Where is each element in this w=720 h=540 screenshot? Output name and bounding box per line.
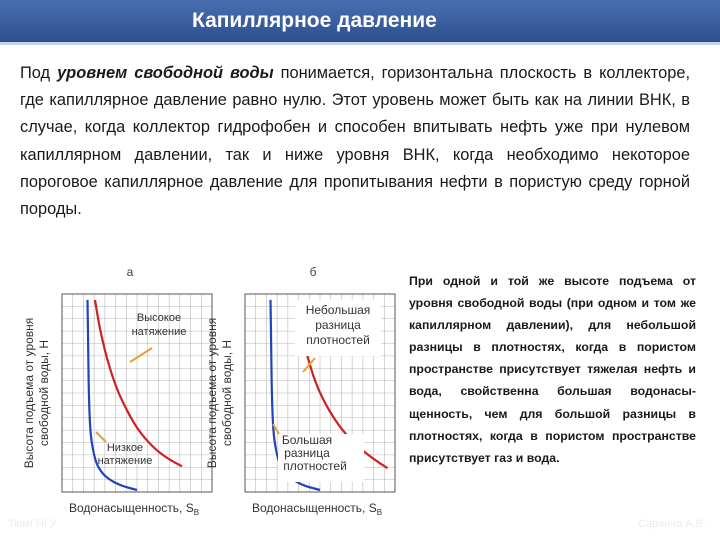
- chart-a-annotation-high-line1: Высокое: [136, 312, 182, 324]
- definition-paragraph: [20, 60, 690, 223]
- chart-b-xlabel: [252, 501, 382, 517]
- chart-a-xlabel-sub: В: [193, 508, 200, 517]
- side-note: При одной и той же высоте подъема от уровня свободной воды (при одном и том же капиллярном давлении), для небольшой разницы в плотностях, когда в пористом пространстве присутствует тяжелая нефть и вода, свойственна большая водонасы-щенность, чем для большой разницы в плотностях, когда в пористом пространстве присутствует газ и вода.: [409, 274, 696, 465]
- chart-b-annotation-small-line1: Небольшая: [305, 303, 371, 317]
- chart-b-ylabel-line1: Высота подъема от уровня: [205, 317, 219, 469]
- chart-a-callout-low: [96, 432, 106, 442]
- chart-a-annotation-low-line2: натяжение: [97, 455, 153, 467]
- chart-b-annotation-small-line2: разница: [315, 318, 361, 332]
- chart-a-ylabel-line2: свободной воды, H: [37, 339, 51, 447]
- chart-b-annotation-large: [273, 424, 364, 482]
- chart-a: [12, 262, 217, 524]
- chart-b-annotation-large-line2: разница: [284, 446, 330, 460]
- chart-a-annotation-high-line2: натяжение: [131, 326, 187, 338]
- paragraph-term: уровнем свободной воды: [57, 64, 274, 82]
- chart-a-panel-label: а: [126, 265, 134, 279]
- footer-right: Саранча А.В.: [637, 518, 706, 530]
- chart-b-annotation-large-line1: Большая: [281, 433, 333, 447]
- paragraph-body: понимается, горизонтальна плоскость в коллекторе, где капиллярное давление равно нулю. Этот уровень может быть как на линии ВНК, в случае, когда коллектор гидрофобен и способен впитывать нефть уже при нулевом капиллярном давлении, так и ниже уровня ВНК, когда необходимо некоторое пороговое капиллярное давление для пропитывания нефти в пористую среду горной породы.: [20, 64, 690, 219]
- paragraph-intro: Под: [20, 64, 58, 82]
- chart-b-ylabel-line2: свободной воды, H: [220, 339, 234, 447]
- chart-b-xlabel-text: Водонасыщенность, S: [251, 501, 377, 515]
- chart-a-callout-high: [130, 348, 152, 362]
- footer-left: ТюмГНГУ: [8, 518, 57, 530]
- chart-b-annotation-large-line3: плотностей: [283, 459, 347, 473]
- chart-b-annotation-small-line3: плотностей: [306, 333, 370, 347]
- slide-header: [0, 0, 720, 44]
- slide-title: Капиллярное давление: [192, 9, 437, 32]
- header-accent-line: [0, 42, 720, 45]
- chart-b-xlabel-sub: В: [376, 508, 383, 517]
- chart-b: [195, 262, 400, 524]
- chart-a-ylabel-line1: Высота подъема от уровня: [22, 317, 36, 469]
- chart-a-xlabel: [69, 501, 199, 517]
- chart-a-xlabel-text: Водонасыщенность, S: [68, 501, 194, 515]
- chart-a-annotation-low-line1: Низкое: [106, 442, 144, 454]
- chart-b-panel-label: б: [309, 265, 317, 279]
